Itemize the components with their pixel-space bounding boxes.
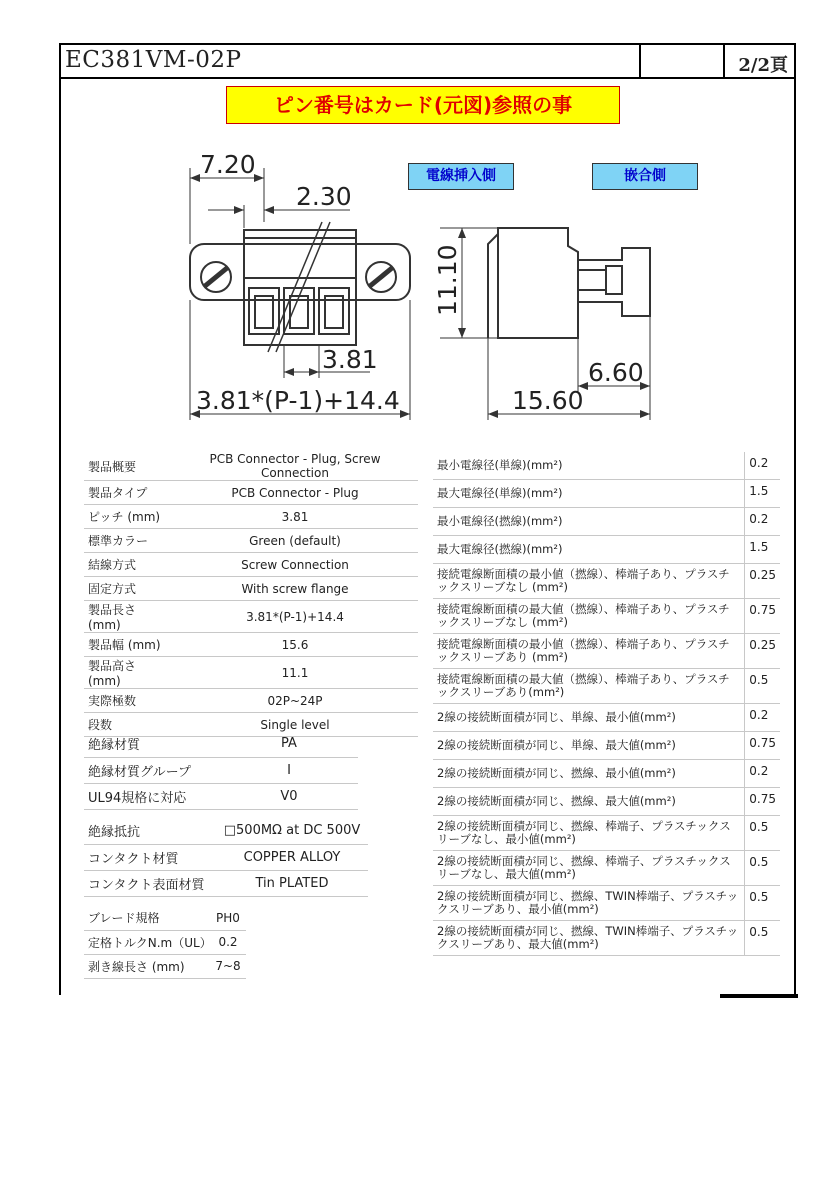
spec-row [433, 564, 780, 599]
spec-row [84, 930, 246, 954]
technical-drawing [0, 0, 835, 460]
spec-row [433, 851, 780, 886]
spec-row [84, 757, 358, 783]
spec-row [433, 536, 780, 564]
spec-row [84, 844, 368, 870]
spec-row [84, 657, 418, 689]
spec-key: ブレード規格 [84, 906, 210, 930]
spec-row [84, 870, 368, 896]
spec-table-material [84, 731, 358, 810]
spec-value: 1.5 [745, 536, 780, 564]
spec-value: 0.5 [745, 669, 780, 704]
spec-row [433, 634, 780, 669]
spec-table-electrical [84, 818, 368, 897]
spec-key: ピッチ (mm) [84, 505, 172, 529]
spec-value: 0.75 [745, 732, 780, 760]
spec-value: 0.2 [745, 508, 780, 536]
spec-row [433, 508, 780, 536]
spec-row [84, 553, 418, 577]
spec-key: 絶縁材質 [84, 731, 220, 757]
spec-value: 0.2 [745, 452, 780, 480]
spec-value: Single level [172, 713, 418, 737]
spec-row [84, 505, 418, 529]
spec-key: 最小電線径(単線)(mm²) [433, 452, 745, 480]
spec-row [84, 954, 246, 978]
dim-2-30: 2.30 [296, 182, 352, 211]
spec-row [84, 906, 246, 930]
spec-table-blade [84, 906, 246, 979]
dim-6-60: 6.60 [588, 358, 644, 387]
dim-11-10: 11.10 [433, 244, 462, 316]
spec-row [84, 601, 418, 633]
spec-value: 0.75 [745, 788, 780, 816]
dim-15-60: 15.60 [512, 386, 584, 415]
spec-row [84, 731, 358, 757]
spec-key: 接続電線断面積の最大値（撚線）、棒端子あり、プラスチックスリーブあり(mm²) [433, 669, 745, 704]
spec-row [84, 689, 418, 713]
mating-side-label: 嵌合側 [592, 163, 698, 190]
spec-value: 0.2 [210, 930, 246, 954]
spec-row [84, 818, 368, 844]
dim-3-81: 3.81 [322, 345, 378, 374]
spec-value: 1.5 [745, 480, 780, 508]
spec-value: V0 [220, 783, 358, 809]
dim-7-20: 7.20 [200, 150, 256, 179]
spec-key: 2線の接続断面積が同じ、撚線、TWIN棒端子、プラスチックスリーブあり、最小値(mm²) [433, 886, 745, 921]
spec-row [433, 599, 780, 634]
spec-value: PH0 [210, 906, 246, 930]
frame-bottom-bar [720, 994, 798, 998]
spec-key: 実際極数 [84, 689, 172, 713]
side-view-body [498, 228, 578, 338]
spec-key: 絶縁抵抗 [84, 818, 216, 844]
part-number-title: EC381VM-02P [65, 47, 242, 73]
spec-key: 固定方式 [84, 577, 172, 601]
pin-number-note-banner: ピン番号はカード(元図)参照の事 [226, 86, 620, 124]
spec-value: I [220, 757, 358, 783]
spec-value: PA [220, 731, 358, 757]
dim-overall-length: 3.81*(P-1)+14.4 [196, 386, 400, 415]
spec-key: 標準カラー [84, 529, 172, 553]
spec-key: 接続電線断面積の最大値（撚線）、棒端子あり、プラスチックスリーブなし (mm²) [433, 599, 745, 634]
spec-row [433, 732, 780, 760]
spec-key: 2線の接続断面積が同じ、撚線、最小値(mm²) [433, 760, 745, 788]
spec-row [84, 481, 418, 505]
spec-key: 製品タイプ [84, 481, 172, 505]
spec-value: 11.1 [172, 657, 418, 689]
spec-key: 結線方式 [84, 553, 172, 577]
spec-key: 接続電線断面積の最小値（撚線）、棒端子あり、プラスチックスリーブなし (mm²) [433, 564, 745, 599]
spec-key: 絶縁材質グループ [84, 757, 220, 783]
spec-key: UL94規格に対応 [84, 783, 220, 809]
spec-key: 剥き線長さ (mm) [84, 954, 210, 978]
spec-key: 段数 [84, 713, 172, 737]
spec-value: Green (default) [172, 529, 418, 553]
spec-key: 接続電線断面積の最小値（撚線）、棒端子あり、プラスチックスリーブあり (mm²) [433, 634, 745, 669]
spec-key: 最大電線径(撚線)(mm²) [433, 536, 745, 564]
spec-value: PCB Connector - Plug [172, 481, 418, 505]
spec-value: COPPER ALLOY [216, 844, 368, 870]
spec-value: 7~8 [210, 954, 246, 978]
spec-value: 0.25 [745, 564, 780, 599]
spec-key: コンタクト材質 [84, 844, 216, 870]
spec-value: 0.75 [745, 599, 780, 634]
spec-value: Tin PLATED [216, 870, 368, 896]
spec-value: 0.5 [745, 921, 780, 956]
spec-value: 0.25 [745, 634, 780, 669]
spec-value: 15.6 [172, 633, 418, 657]
spec-value: With screw flange [172, 577, 418, 601]
side-view-plug [578, 248, 650, 316]
spec-row [84, 577, 418, 601]
spec-value: 0.2 [745, 704, 780, 732]
spec-key: コンタクト表面材質 [84, 870, 216, 896]
spec-row [433, 886, 780, 921]
spec-row [433, 704, 780, 732]
wire-insertion-side-label: 電線挿入側 [408, 163, 514, 190]
spec-row [433, 921, 780, 956]
spec-key: 製品長さ (mm) [84, 601, 172, 633]
page-number: 2/2頁 [738, 55, 788, 76]
spec-row [433, 669, 780, 704]
spec-value: Screw Connection [172, 553, 418, 577]
spec-key: 2線の接続断面積が同じ、単線、最大値(mm²) [433, 732, 745, 760]
spec-key: 製品高さ (mm) [84, 657, 172, 689]
spec-row [84, 633, 418, 657]
spec-value: PCB Connector - Plug, Screw Connection [172, 452, 418, 481]
spec-row [84, 529, 418, 553]
spec-value: 0.5 [745, 851, 780, 886]
spec-row [433, 816, 780, 851]
spec-key: 2線の接続断面積が同じ、撚線、棒端子、プラスチックスリーブなし、最大値(mm²) [433, 851, 745, 886]
spec-key: 製品幅 (mm) [84, 633, 172, 657]
spec-row [433, 788, 780, 816]
spec-row [84, 452, 418, 481]
spec-value: 0.5 [745, 886, 780, 921]
spec-value: □500MΩ at DC 500V [216, 818, 368, 844]
spec-table-wire [433, 452, 780, 956]
spec-key: 最小電線径(撚線)(mm²) [433, 508, 745, 536]
spec-key: 製品概要 [84, 452, 172, 481]
spec-value: 0.2 [745, 760, 780, 788]
spec-key: 最大電線径(単線)(mm²) [433, 480, 745, 508]
spec-key: 2線の接続断面積が同じ、撚線、最大値(mm²) [433, 788, 745, 816]
spec-key: 定格トルクN.m（UL） [84, 930, 210, 954]
spec-row [433, 480, 780, 508]
spec-value: 3.81*(P-1)+14.4 [172, 601, 418, 633]
spec-value: 02P~24P [172, 689, 418, 713]
spec-value: 0.5 [745, 816, 780, 851]
spec-row [84, 783, 358, 809]
spec-table-general [84, 452, 418, 737]
spec-row [433, 760, 780, 788]
spec-row [433, 452, 780, 480]
spec-key: 2線の接続断面積が同じ、撚線、TWIN棒端子、プラスチックスリーブあり、最大値(mm²) [433, 921, 745, 956]
spec-value: 3.81 [172, 505, 418, 529]
spec-key: 2線の接続断面積が同じ、撚線、棒端子、プラスチックスリーブなし、最小値(mm²) [433, 816, 745, 851]
spec-key: 2線の接続断面積が同じ、単線、最小値(mm²) [433, 704, 745, 732]
